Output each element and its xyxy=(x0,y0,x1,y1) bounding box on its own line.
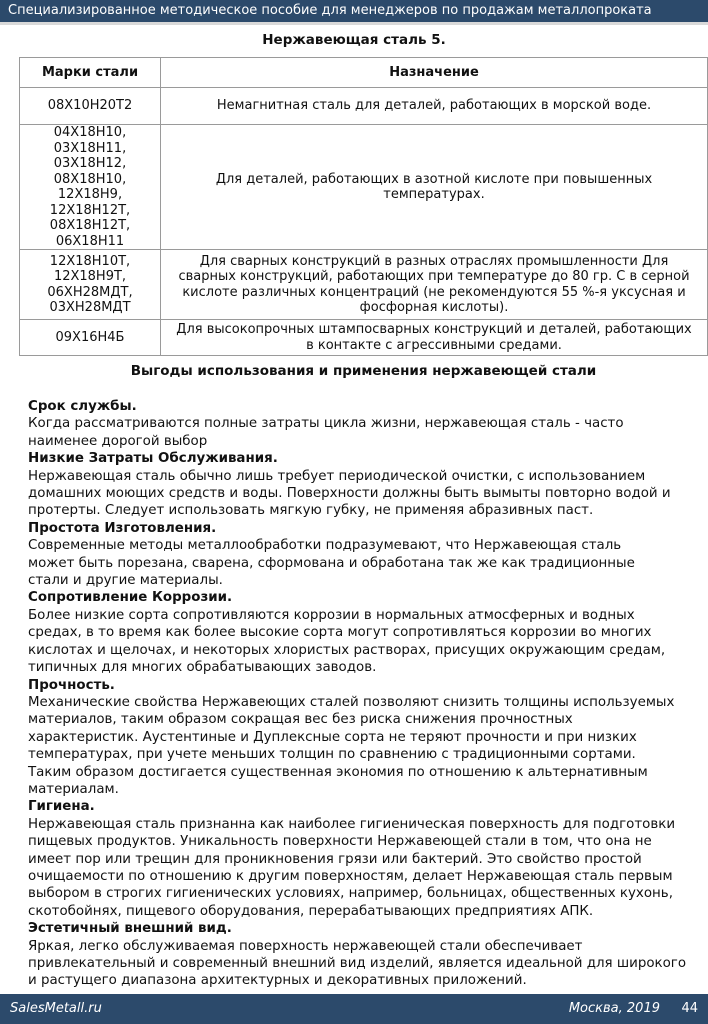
purpose-line: сварных конструкций, работающих при температуре до 80 гр. С в серной xyxy=(178,269,690,284)
benefit-heading: Срок службы. xyxy=(28,399,137,414)
benefit-text-line: Современные методы металлообработки подразумевают, что Нержавеющая сталь xyxy=(28,538,622,554)
grade-line: 08Х10Н20Т2 xyxy=(47,98,133,114)
purpose-line: Для высокопрочных штампосварных конструкций и деталей, работающих xyxy=(176,322,692,337)
grade-line: 12Х18Н10Т, xyxy=(49,253,131,269)
benefit-text-line: привлекательный и современный внешний вид изделий, является идеальной для широкого xyxy=(28,956,687,971)
grade-line: 08Х18Н10, 12Х18Н9, xyxy=(53,171,127,202)
page-header xyxy=(0,0,708,22)
table-header-row xyxy=(20,58,708,88)
purpose-line: фосфорная кислоты). xyxy=(359,300,509,315)
footer-city-year: Москва, 2019 xyxy=(568,1001,660,1016)
grade-cell xyxy=(20,320,161,356)
benefit-block xyxy=(28,798,708,920)
benefit-text-line: Яркая, легко обслуживаемая поверхность нержавеющей стали обеспечивает xyxy=(28,938,583,954)
steel-grades-table xyxy=(19,57,708,356)
benefit-text-line: материалов, таким образом сокращая вес без риска снижения прочностных xyxy=(28,712,573,728)
grade-line: 04Х18Н10, xyxy=(53,125,127,140)
page-number: 44 xyxy=(681,1001,698,1016)
purpose-cell xyxy=(161,320,708,356)
benefit-block xyxy=(28,520,708,590)
purpose-line: Для сварных конструкций в разных отраслях промышленности Для xyxy=(199,253,669,269)
header-divider xyxy=(0,22,708,25)
benefit-text-line: Более низкие сорта сопротивляются коррозии в нормальных атмосферных и водных xyxy=(28,607,635,623)
benefit-text-line: Когда рассматриваются полные затраты цикла жизни, нержавеющая сталь - часто xyxy=(28,416,624,432)
benefit-block xyxy=(28,920,708,990)
purpose-line: температурах. xyxy=(383,187,485,202)
header-title: Специализированное методическое пособие для менеджеров по продажам металлопроката xyxy=(8,3,652,18)
benefit-text-line: очищаемости по отношению к другим поверхностям, делает Нержавеющая сталь первым xyxy=(28,868,673,884)
footer-site-link[interactable]: SalesMetall.ru xyxy=(10,1001,102,1016)
benefit-heading: Эстетичный внешний вид. xyxy=(28,921,232,937)
purpose-cell xyxy=(161,125,708,250)
benefit-text-line: протерты. Следует использовать мягкую губку, не применяя абразивных паст. xyxy=(28,503,594,519)
benefit-text-line: характеристик. Аустентиные и Дуплексные сорта не теряют прочности и при низких xyxy=(28,729,637,745)
column-header-purpose: Назначение xyxy=(161,58,708,88)
benefit-text-line: температурах, при учете меньших толщин по сравнению с традиционными сортами. xyxy=(28,747,636,763)
benefit-text-line: скотобойнях, пищевого оборудования, перерабатывающих предприятиях АПК. xyxy=(28,903,594,919)
grade-line: 03ХН28МДТ xyxy=(49,300,131,315)
grade-line: 12Х18Н12Т, xyxy=(49,202,131,218)
section-title: Выгоды использования и применения нержавеющей стали xyxy=(130,363,597,379)
benefit-text-line: кислотах и щелочах, и некоторых хлористых растворах, присущих окружающим средам, xyxy=(28,642,666,658)
column-header-grades: Марки стали xyxy=(20,58,161,88)
table-row xyxy=(20,88,708,125)
benefit-text-line: пищевых продуктов. Уникальность поверхности Нержавеющей стали в том, что она не xyxy=(28,834,652,850)
benefit-heading: Гигиена. xyxy=(28,799,95,815)
benefit-text-line: Механические свойства Нержавеющих сталей позволяют снизить толщины используемых xyxy=(28,694,675,710)
benefit-text-line: Таким образом достигается существенная экономия по отношению к альтернативным xyxy=(28,764,648,780)
benefit-heading: Прочность. xyxy=(28,677,115,693)
table-row xyxy=(20,125,708,250)
benefit-text-line: Нержавеющая сталь обычно лишь требует периодической очистки, с использованием xyxy=(28,468,646,484)
purpose-cell xyxy=(161,88,708,125)
benefit-block xyxy=(28,450,708,520)
benefit-text-line: типичных для многих обрабатывающих заводов. xyxy=(28,660,377,676)
grade-line: 03Х18Н12, xyxy=(53,156,127,171)
benefit-text-line: материалам. xyxy=(28,781,119,797)
page-footer xyxy=(0,994,708,1024)
benefits-content xyxy=(28,398,708,990)
purpose-line: в контакте с агрессивными средами. xyxy=(306,337,562,353)
benefit-heading: Сопротивление Коррозии. xyxy=(28,590,233,606)
benefit-text-line: и растущего диапазона архитектурных и декоративных приложений. xyxy=(28,973,527,989)
benefit-block xyxy=(28,677,708,799)
benefit-text-line: стали и другие материалы. xyxy=(28,573,223,589)
table-row xyxy=(20,250,708,320)
benefit-text-line: наименее дорогой выбор xyxy=(28,433,208,449)
grade-cell xyxy=(20,250,161,320)
grade-cell xyxy=(20,125,161,250)
benefit-text-line: средах, в то время как более высокие сорта могут сопротивляться коррозии во многих xyxy=(28,625,652,641)
grade-line: 06ХН28МДТ, xyxy=(47,284,133,300)
benefit-text-line: выбором в строгих гигиенических условиях, например, больницах, общественных кухонь, xyxy=(28,886,673,902)
benefit-heading: Низкие Затраты Обслуживания. xyxy=(28,451,278,467)
benefit-text-line: домашних моющих средств и воды. Поверхности должны быть вымыты повторно водой и xyxy=(28,486,671,502)
benefit-heading: Простота Изготовления. xyxy=(28,520,217,536)
grade-line: 03Х18Н11, xyxy=(53,140,127,156)
grade-cell xyxy=(20,88,161,125)
benefit-text-line: имеет пор или трещин для проникновения грязи или бактерий. Это свойство простой xyxy=(28,851,642,867)
purpose-line: Немагнитная сталь для деталей, работающих в морской воде. xyxy=(216,98,652,114)
table-title: Нержавеющая сталь 5. xyxy=(262,32,446,48)
benefit-block xyxy=(28,398,708,450)
grade-line: 09Х16Н4Б xyxy=(55,329,125,345)
purpose-line: кислоте различных концентраций (не рекомендуются 55 %-я уксусная и xyxy=(182,284,686,300)
grade-line: 06Х18Н11 xyxy=(55,233,125,249)
benefit-text-line: Нержавеющая сталь признанна как наиболее гигиеническая поверхность для подготовки xyxy=(28,816,676,832)
table-row xyxy=(20,320,708,356)
purpose-cell xyxy=(161,250,708,320)
grade-line: 12Х18Н9Т, xyxy=(53,269,127,284)
benefit-text-line: может быть порезана, сварена, сформована и обработана так же как традиционные xyxy=(28,555,635,571)
benefit-block xyxy=(28,589,708,676)
grade-line: 08Х18Н12Т, xyxy=(49,218,131,233)
purpose-line: Для деталей, работающих в азотной кислоте при повышенных xyxy=(215,171,653,187)
